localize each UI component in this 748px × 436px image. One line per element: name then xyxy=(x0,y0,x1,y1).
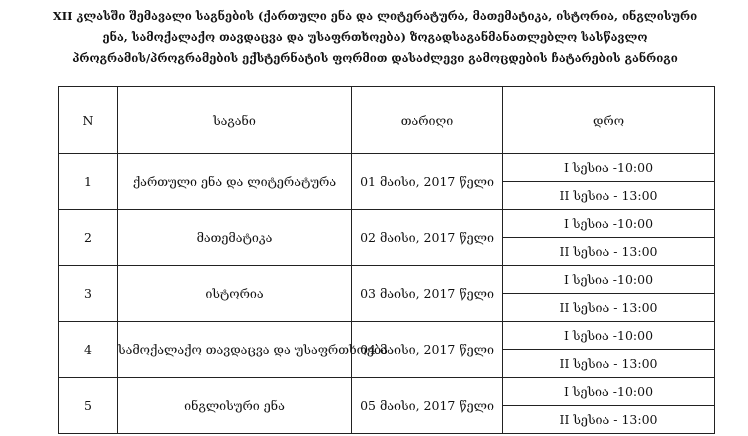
row-subject: ინგლისური ენა xyxy=(118,378,352,434)
row-subject: სამოქალაქო თავდაცვა და უსაფრთხოება xyxy=(118,322,352,378)
row-session-1: I სესია -10:00 xyxy=(503,378,715,406)
table-row xyxy=(59,210,715,238)
row-number: 3 xyxy=(59,266,118,322)
row-date: 05 მაისი, 2017 წელი xyxy=(352,378,503,434)
row-session-1: I სესია -10:00 xyxy=(503,154,715,182)
row-session-2: II სესია - 13:00 xyxy=(503,294,715,322)
title-line-1: XII კლასში შემავალი საგნების (ქართული ენა და ლიტერატურა, მათემატიკა, ისტორია, ინგლისური xyxy=(52,9,698,23)
row-date: 02 მაისი, 2017 წელი xyxy=(352,210,503,266)
document-title xyxy=(20,6,730,69)
row-session-2: II სესია - 13:00 xyxy=(503,238,715,266)
table-row xyxy=(59,154,715,182)
row-date: 04 მაისი, 2017 წელი xyxy=(352,322,503,378)
header-time: დრო xyxy=(503,87,715,154)
row-session-1: I სესია -10:00 xyxy=(503,322,715,350)
table-row xyxy=(59,266,715,294)
header-date: თარიღი xyxy=(352,87,503,154)
header-subject: საგანი xyxy=(118,87,352,154)
row-number: 2 xyxy=(59,210,118,266)
row-number: 5 xyxy=(59,378,118,434)
row-session-2: II სესია - 13:00 xyxy=(503,406,715,434)
table-row xyxy=(59,378,715,406)
row-session-1: I სესია -10:00 xyxy=(503,266,715,294)
row-subject: ქართული ენა და ლიტერატურა xyxy=(118,154,352,210)
row-number: 4 xyxy=(59,322,118,378)
row-date: 03 მაისი, 2017 წელი xyxy=(352,266,503,322)
row-session-2: II სესია - 13:00 xyxy=(503,182,715,210)
title-line-2: ენა, სამოქალაქო თავდაცვა და უსაფრთხოება) ზოგადსაგანმანათლებლო სასწავლო xyxy=(102,30,648,44)
exam-schedule-table xyxy=(58,86,715,434)
row-number: 1 xyxy=(59,154,118,210)
header-number: N xyxy=(59,87,118,154)
row-subject: მათემატიკა xyxy=(118,210,352,266)
row-session-1: I სესია -10:00 xyxy=(503,210,715,238)
row-subject: ისტორია xyxy=(118,266,352,322)
row-date: 01 მაისი, 2017 წელი xyxy=(352,154,503,210)
header-row xyxy=(59,87,715,154)
title-line-3: პროგრამის/პროგრამების ექსტერნატის ფორმით დასაძლევი გამოცდების ჩატარების განრიგი xyxy=(72,51,678,65)
row-session-2: II სესია - 13:00 xyxy=(503,350,715,378)
table-row xyxy=(59,322,715,350)
